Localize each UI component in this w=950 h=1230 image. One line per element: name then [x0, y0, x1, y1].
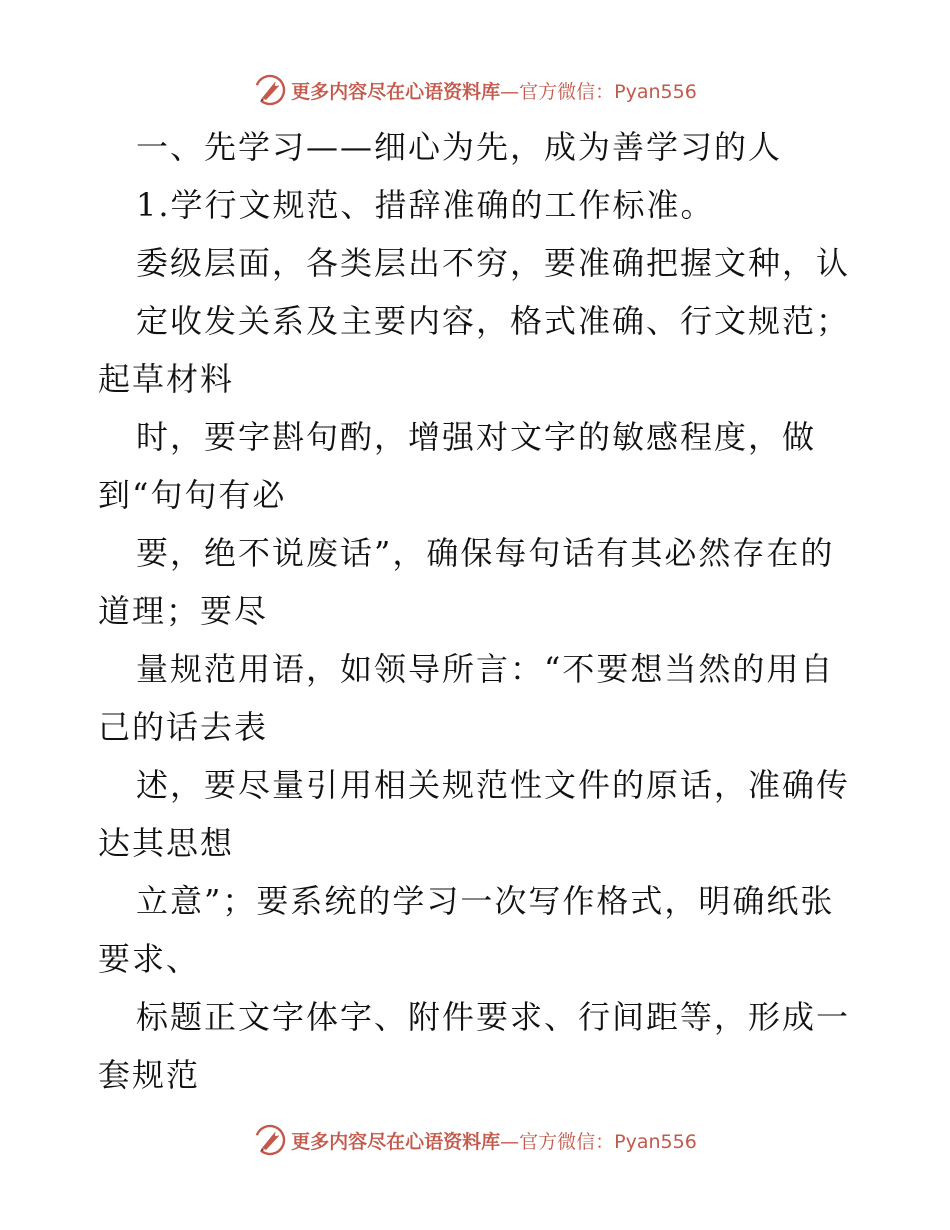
- paragraph-line: 起草材料: [98, 360, 235, 398]
- footer-banner: [0, 1118, 950, 1162]
- header-brand-text: 更多内容尽在心语资料库: [291, 80, 501, 103]
- paragraph-line: 立意”；要系统的学习一次写作格式，明确纸张: [136, 882, 835, 920]
- footer-brand-text: 更多内容尽在心语资料库: [291, 1130, 501, 1153]
- paragraph-line: 标题正文字体字、附件要求、行间距等，形成一: [136, 998, 851, 1036]
- subsection-heading: 1.学行文规范、措辞准确的工作标准。: [136, 186, 715, 224]
- paragraph-line: 定收发关系及主要内容，格式准确、行文规范；: [136, 302, 851, 340]
- paragraph-line: 达其思想: [98, 824, 235, 862]
- footer-wechat-text: —官方微信：Pyan556: [500, 1130, 697, 1153]
- paragraph-line: 要，绝不说废话”，确保每句话有其必然存在的: [136, 534, 835, 572]
- paragraph-line: 要求、: [98, 940, 201, 978]
- paragraph-line: 量规范用语，如领导所言：“不要想当然的用自: [136, 650, 835, 688]
- pen-logo-icon: [253, 1123, 287, 1157]
- paragraph-line: 套规范: [98, 1056, 201, 1094]
- section-heading: 一、先学习——细心为先，成为善学习的人: [136, 128, 783, 166]
- paragraph-line: 己的话去表: [98, 708, 269, 746]
- header-wechat-text: —官方微信：Pyan556: [500, 80, 697, 103]
- pen-logo-icon: [253, 73, 287, 107]
- paragraph-line: 委级层面，各类层出不穷，要准确把握文种，认: [136, 244, 851, 282]
- paragraph-line: 道理；要尽: [98, 592, 269, 630]
- paragraph-line: 到“句句有必: [98, 476, 287, 514]
- paragraph-line: 时，要字斟句酌，增强对文字的敏感程度，做: [136, 418, 817, 456]
- header-banner: [0, 68, 950, 112]
- paragraph-line: 述，要尽量引用相关规范性文件的原话，准确传: [136, 766, 851, 804]
